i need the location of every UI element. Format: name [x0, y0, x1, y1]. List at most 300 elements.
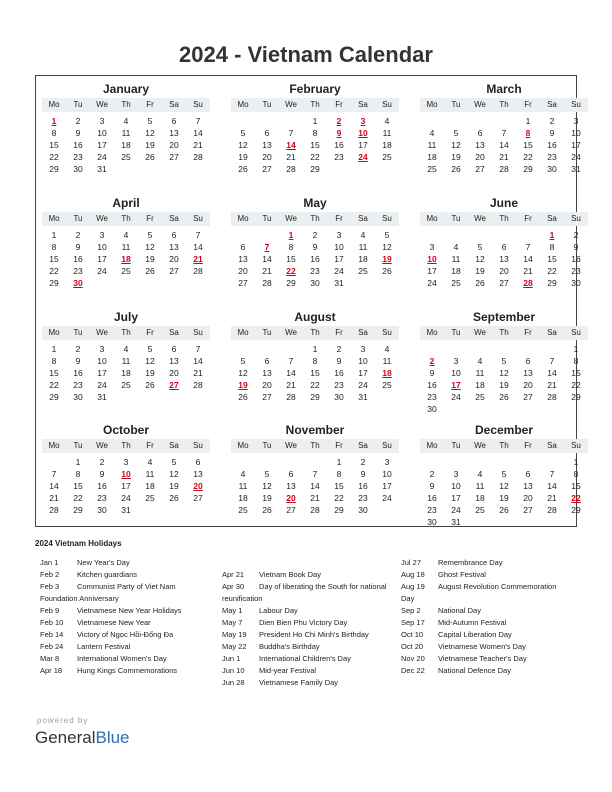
day-cell: 11 [427, 140, 437, 150]
holiday-name: Communist Party of Viet Nam [77, 582, 176, 591]
month-may [231, 190, 399, 300]
holiday-name: Hung Kings Commemorations [77, 666, 178, 675]
holiday-name: Vietnamese Family Day [259, 678, 339, 687]
day-cell: 23 [547, 152, 557, 162]
day-cell: 13 [499, 254, 509, 264]
day-cell: 5 [477, 242, 483, 252]
holiday-name-continued: Day [401, 594, 415, 603]
week-row [420, 127, 588, 139]
day-cell: 22 [49, 380, 59, 390]
day-cell: 30 [334, 392, 344, 402]
holiday-date: Jul 27 [401, 558, 422, 567]
day-cell: 22 [310, 152, 320, 162]
holiday-item [401, 605, 556, 617]
day-cell: 10 [358, 128, 368, 138]
empty-day-cell [444, 456, 468, 468]
day-cell: 23 [334, 380, 344, 390]
holiday-item [40, 665, 182, 677]
empty-day-cell [516, 403, 540, 415]
day-cell: 20 [169, 254, 179, 264]
empty-day-cell [375, 277, 399, 289]
day-cell: 8 [312, 356, 318, 366]
day-cell: 7 [549, 356, 555, 366]
week-row [231, 343, 399, 355]
month-june [420, 190, 588, 300]
month-name: December [474, 423, 534, 437]
empty-day-cell [540, 403, 564, 415]
day-cell: 9 [336, 128, 342, 138]
week-row [420, 277, 588, 289]
day-cell: 7 [51, 469, 57, 479]
holiday-item [222, 653, 387, 665]
weekday-label: Fr [524, 328, 532, 337]
day-cell: 7 [525, 242, 531, 252]
empty-day-cell [444, 403, 468, 415]
day-cell: 24 [571, 152, 581, 162]
month-days [420, 456, 588, 528]
day-cell: 31 [97, 164, 107, 174]
week-row [420, 163, 588, 175]
day-cell: 21 [286, 380, 296, 390]
day-cell: 2 [429, 356, 435, 366]
day-cell: 14 [193, 242, 203, 252]
holiday-item [401, 665, 556, 677]
weekday-label: Tu [73, 214, 83, 223]
day-cell: 21 [49, 493, 59, 503]
day-cell: 12 [499, 368, 509, 378]
week-row [231, 367, 399, 379]
day-cell: 26 [145, 152, 155, 162]
day-cell: 19 [238, 152, 248, 162]
day-cell: 11 [121, 128, 131, 138]
week-row [231, 229, 399, 241]
day-cell: 29 [49, 392, 59, 402]
weekday-label: Sa [547, 441, 557, 450]
day-cell: 26 [169, 493, 179, 503]
day-cell: 28 [193, 152, 203, 162]
weekday-label: Sa [358, 214, 368, 223]
day-cell: 5 [240, 128, 246, 138]
holiday-name: National Defence Day [438, 666, 511, 675]
weekday-label: We [285, 441, 297, 450]
week-row [420, 367, 588, 379]
weekday-label: We [474, 441, 486, 450]
day-cell: 13 [262, 368, 272, 378]
weekday-header [42, 212, 210, 226]
day-cell: 14 [286, 140, 296, 150]
day-cell: 2 [75, 230, 81, 240]
weekday-label: Sa [547, 214, 557, 223]
day-cell: 5 [264, 469, 270, 479]
holiday-item [222, 641, 387, 653]
day-cell: 20 [169, 140, 179, 150]
day-cell: 7 [288, 128, 294, 138]
day-cell: 26 [475, 278, 485, 288]
day-cell: 20 [262, 380, 272, 390]
holiday-date: Jun 10 [222, 666, 245, 675]
weekday-label: Su [382, 441, 392, 450]
weekday-header [231, 212, 399, 226]
day-cell: 24 [358, 152, 368, 162]
day-cell: 2 [75, 344, 81, 354]
empty-day-cell [468, 403, 492, 415]
day-cell: 26 [145, 266, 155, 276]
day-cell: 10 [571, 128, 581, 138]
weekday-header [42, 98, 210, 112]
holiday-date: May 19 [222, 630, 247, 639]
weekday-header [231, 98, 399, 112]
empty-day-cell [516, 456, 540, 468]
week-row [420, 151, 588, 163]
week-row [42, 355, 210, 367]
day-cell: 27 [499, 278, 509, 288]
empty-day-cell [468, 229, 492, 241]
weekday-label: Tu [451, 214, 461, 223]
day-cell: 10 [451, 368, 461, 378]
month-name: July [113, 310, 138, 324]
weekday-label: Tu [262, 328, 272, 337]
day-cell: 28 [523, 278, 533, 288]
day-cell: 3 [99, 116, 105, 126]
weekday-label: Fr [146, 328, 154, 337]
holiday-name: Mid-year Festival [259, 666, 317, 675]
day-cell: 21 [547, 380, 557, 390]
weekday-label: Sa [169, 328, 179, 337]
weekday-label: Fr [335, 328, 343, 337]
day-cell: 31 [97, 392, 107, 402]
week-row [42, 229, 210, 241]
page-title: 2024 - Vietnam Calendar [179, 42, 433, 67]
holiday-date: Feb 10 [40, 618, 64, 627]
day-cell: 31 [358, 392, 368, 402]
week-row [231, 391, 399, 403]
empty-day-cell [138, 163, 162, 175]
day-cell: 12 [145, 242, 155, 252]
holiday-item [40, 605, 182, 617]
day-cell: 15 [523, 140, 533, 150]
holiday-date: Jun 28 [222, 678, 245, 687]
week-row [420, 468, 588, 480]
holiday-name: New Year's Day [77, 558, 130, 567]
day-cell: 29 [49, 278, 59, 288]
day-cell: 21 [193, 254, 203, 264]
holiday-item [401, 557, 556, 569]
weekday-label: Th [121, 328, 131, 337]
day-cell: 10 [451, 481, 461, 491]
day-cell: 30 [547, 164, 557, 174]
holidays-title: 2024 Vietnam Holidays [35, 539, 122, 548]
empty-day-cell [114, 391, 138, 403]
day-cell: 21 [193, 140, 203, 150]
holiday-date: Apr 30 [222, 582, 245, 591]
day-cell: 24 [97, 152, 107, 162]
empty-day-cell [255, 343, 279, 355]
day-cell: 22 [334, 493, 344, 503]
day-cell: 4 [123, 344, 129, 354]
day-cell: 23 [73, 266, 83, 276]
week-row [42, 151, 210, 163]
weekday-label: Sa [169, 100, 179, 109]
day-cell: 30 [427, 404, 437, 414]
day-cell: 19 [145, 140, 155, 150]
day-cell: 4 [453, 242, 459, 252]
day-cell: 8 [51, 128, 57, 138]
weekday-label: Th [499, 214, 509, 223]
weekday-label: Su [571, 328, 581, 337]
empty-day-cell [564, 516, 588, 528]
day-cell: 4 [147, 457, 153, 467]
empty-day-cell [492, 516, 516, 528]
day-cell: 16 [571, 254, 581, 264]
empty-day-cell [492, 343, 516, 355]
week-row [231, 277, 399, 289]
day-cell: 14 [193, 128, 203, 138]
week-row [231, 115, 399, 127]
day-cell: 27 [475, 164, 485, 174]
day-cell: 8 [336, 469, 342, 479]
day-cell: 15 [310, 140, 320, 150]
day-cell: 24 [451, 505, 461, 515]
week-row [42, 492, 210, 504]
holiday-column [401, 557, 556, 677]
holiday-date: Oct 10 [401, 630, 424, 639]
week-row [42, 127, 210, 139]
holiday-date: Apr 21 [222, 570, 245, 579]
holiday-date: Mar 8 [40, 654, 60, 663]
holiday-item [222, 629, 387, 641]
empty-day-cell [375, 391, 399, 403]
holiday-name: Vietnam Book Day [259, 570, 321, 579]
day-cell: 19 [451, 152, 461, 162]
holiday-item [40, 629, 182, 641]
day-cell: 24 [451, 392, 461, 402]
day-cell: 13 [169, 128, 179, 138]
day-cell: 6 [264, 128, 270, 138]
weekday-label: We [474, 328, 486, 337]
holiday-item [401, 617, 556, 629]
weekday-label: Mo [237, 328, 249, 337]
empty-day-cell [375, 163, 399, 175]
day-cell: 7 [195, 344, 201, 354]
day-cell: 14 [193, 356, 203, 366]
day-cell: 15 [49, 254, 59, 264]
day-cell: 12 [169, 469, 179, 479]
day-cell: 8 [51, 242, 57, 252]
day-cell: 10 [334, 242, 344, 252]
day-cell: 23 [427, 505, 437, 515]
day-cell: 2 [360, 457, 366, 467]
day-cell: 4 [429, 128, 435, 138]
week-row [42, 379, 210, 391]
weekday-header [420, 98, 588, 112]
day-cell: 29 [547, 278, 557, 288]
month-days [231, 343, 399, 403]
empty-day-cell [540, 343, 564, 355]
week-row [231, 456, 399, 468]
day-cell: 4 [477, 469, 483, 479]
weekday-header [231, 326, 399, 340]
empty-day-cell [516, 229, 540, 241]
month-march [420, 76, 588, 186]
day-cell: 6 [171, 344, 177, 354]
holiday-name: Vietnamese New Year [77, 618, 151, 627]
day-cell: 22 [547, 266, 557, 276]
holiday-date: Feb 9 [40, 606, 60, 615]
day-cell: 24 [334, 266, 344, 276]
day-cell: 11 [451, 254, 461, 264]
weekday-label: Su [382, 100, 392, 109]
holiday-item [40, 653, 182, 665]
day-cell: 25 [382, 152, 392, 162]
holiday-item [222, 569, 387, 581]
week-row [42, 139, 210, 151]
day-cell: 31 [121, 505, 131, 515]
month-august [231, 304, 399, 414]
day-cell: 6 [288, 469, 294, 479]
empty-day-cell [540, 456, 564, 468]
empty-day-cell [468, 516, 492, 528]
month-july [42, 304, 210, 414]
holiday-date: May 22 [222, 642, 247, 651]
week-row [42, 265, 210, 277]
day-cell: 28 [193, 266, 203, 276]
day-cell: 16 [73, 140, 83, 150]
day-cell: 27 [523, 392, 533, 402]
day-cell: 27 [169, 266, 179, 276]
holiday-name: Kitchen guardians [77, 570, 138, 579]
day-cell: 27 [193, 493, 203, 503]
weekday-label: Th [499, 441, 509, 450]
weekday-label: Sa [169, 214, 179, 223]
week-row [231, 379, 399, 391]
day-cell: 4 [384, 116, 390, 126]
empty-day-cell [492, 456, 516, 468]
empty-day-cell [327, 163, 351, 175]
day-cell: 8 [525, 128, 531, 138]
day-cell: 30 [97, 505, 107, 515]
week-row [42, 468, 210, 480]
day-cell: 17 [358, 368, 368, 378]
day-cell: 10 [382, 469, 392, 479]
empty-day-cell [492, 115, 516, 127]
day-cell: 20 [523, 380, 533, 390]
holiday-item [401, 581, 556, 593]
day-cell: 13 [523, 368, 533, 378]
day-cell: 25 [145, 493, 155, 503]
day-cell: 16 [427, 380, 437, 390]
empty-day-cell [492, 403, 516, 415]
weekday-label: Sa [169, 441, 179, 450]
day-cell: 29 [310, 392, 320, 402]
empty-day-cell [516, 516, 540, 528]
day-cell: 1 [573, 344, 579, 354]
day-cell: 23 [310, 266, 320, 276]
day-cell: 28 [499, 164, 509, 174]
day-cell: 23 [97, 493, 107, 503]
empty-day-cell [279, 343, 303, 355]
holiday-name: Vietnamese Women's Day [438, 642, 526, 651]
weekday-label: Tu [262, 100, 272, 109]
day-cell: 18 [475, 380, 485, 390]
empty-day-cell [279, 115, 303, 127]
weekday-label: Tu [262, 441, 272, 450]
holiday-name: Labour Day [259, 606, 298, 615]
empty-day-cell [279, 456, 303, 468]
day-cell: 3 [573, 116, 579, 126]
week-row [231, 504, 399, 516]
weekday-label: Mo [48, 441, 60, 450]
day-cell: 17 [121, 481, 131, 491]
day-cell: 26 [145, 380, 155, 390]
week-row [231, 480, 399, 492]
holiday-date: Jun 1 [222, 654, 241, 663]
day-cell: 23 [334, 152, 344, 162]
day-cell: 16 [73, 254, 83, 264]
day-cell: 22 [49, 266, 59, 276]
brand-general: General [35, 728, 96, 747]
day-cell: 19 [499, 380, 509, 390]
week-row [231, 127, 399, 139]
day-cell: 26 [262, 505, 272, 515]
empty-day-cell [186, 504, 210, 516]
day-cell: 23 [427, 392, 437, 402]
weekday-label: Mo [426, 328, 438, 337]
day-cell: 20 [193, 481, 203, 491]
day-cell: 5 [501, 469, 507, 479]
day-cell: 3 [99, 230, 105, 240]
holiday-item [401, 629, 556, 641]
day-cell: 24 [121, 493, 131, 503]
day-cell: 20 [238, 266, 248, 276]
week-row [42, 504, 210, 516]
weekday-label: Su [382, 214, 392, 223]
day-cell: 5 [240, 356, 246, 366]
month-days [42, 343, 210, 403]
day-cell: 3 [123, 457, 129, 467]
day-cell: 25 [475, 392, 485, 402]
holiday-name: Victory of Ngọc Hồi-Đống Đa [77, 630, 174, 639]
weekday-label: Tu [451, 328, 461, 337]
weekday-label: Th [310, 100, 320, 109]
day-cell: 26 [499, 505, 509, 515]
day-cell: 1 [336, 457, 342, 467]
day-cell: 22 [571, 493, 581, 503]
holiday-item [222, 677, 387, 689]
empty-day-cell [138, 504, 162, 516]
month-september [420, 304, 588, 414]
day-cell: 11 [382, 356, 392, 366]
month-april [42, 190, 210, 300]
empty-day-cell [540, 516, 564, 528]
holiday-item [222, 605, 387, 617]
day-cell: 6 [501, 242, 507, 252]
empty-day-cell [516, 343, 540, 355]
day-cell: 23 [571, 266, 581, 276]
holiday-date: Jan 1 [40, 558, 59, 567]
empty-day-cell [186, 163, 210, 175]
holiday-column [222, 569, 387, 689]
day-cell: 20 [169, 368, 179, 378]
weekday-label: Th [499, 328, 509, 337]
empty-day-cell [255, 229, 279, 241]
weekday-label: Mo [237, 100, 249, 109]
weekday-label: Su [193, 100, 203, 109]
holiday-date: Feb 14 [40, 630, 64, 639]
day-cell: 5 [501, 356, 507, 366]
month-name: February [289, 82, 341, 96]
day-cell: 22 [523, 152, 533, 162]
weekday-label: Fr [524, 100, 532, 109]
